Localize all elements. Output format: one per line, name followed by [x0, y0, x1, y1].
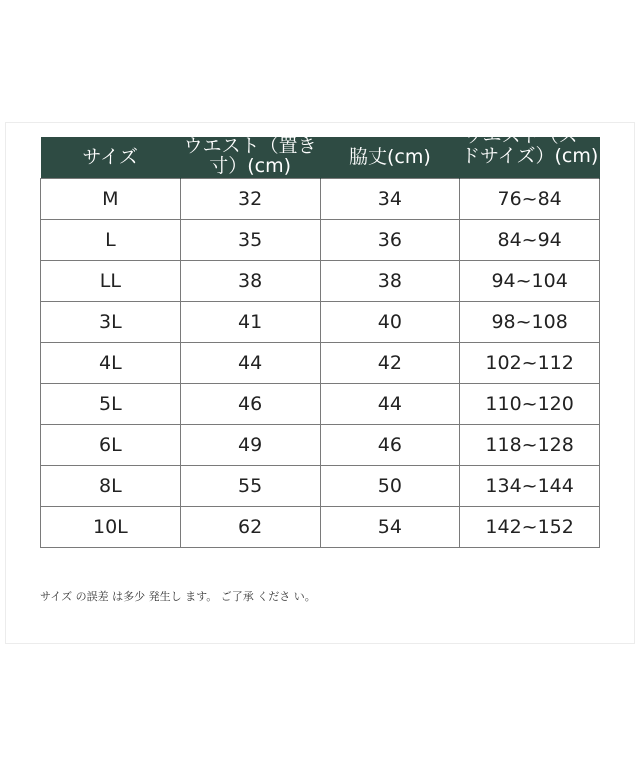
cell-side-length: 50 — [320, 466, 460, 507]
cell-side-length: 44 — [320, 384, 460, 425]
header-side-length: 脇丈(cm) — [320, 137, 460, 179]
cell-size: M — [41, 179, 181, 220]
cell-side-length: 54 — [320, 507, 460, 548]
cell-waist-flat: 49 — [180, 425, 320, 466]
cell-waist-stretch: 76~84 — [460, 179, 600, 220]
table-row — [41, 425, 600, 466]
cell-waist-stretch: 84~94 — [460, 220, 600, 261]
table-body — [41, 179, 600, 548]
table-row — [41, 220, 600, 261]
cell-side-length: 34 — [320, 179, 460, 220]
cell-waist-flat: 44 — [180, 343, 320, 384]
cell-size: LL — [41, 261, 181, 302]
table-row — [41, 466, 600, 507]
cell-waist-stretch: 98~108 — [460, 302, 600, 343]
table-header-row — [41, 137, 600, 179]
table-row — [41, 343, 600, 384]
cell-size: 4L — [41, 343, 181, 384]
cell-size: 5L — [41, 384, 181, 425]
cell-side-length: 36 — [320, 220, 460, 261]
cell-waist-flat: 35 — [180, 220, 320, 261]
cell-waist-flat: 46 — [180, 384, 320, 425]
cell-size: 3L — [41, 302, 181, 343]
cell-waist-flat: 41 — [180, 302, 320, 343]
cell-size: L — [41, 220, 181, 261]
cell-size: 10L — [41, 507, 181, 548]
cell-size: 6L — [41, 425, 181, 466]
cell-waist-stretch: 142~152 — [460, 507, 600, 548]
header-size: サイズ — [41, 137, 181, 179]
cell-waist-stretch: 94~104 — [460, 261, 600, 302]
cell-side-length: 38 — [320, 261, 460, 302]
cell-waist-stretch: 118~128 — [460, 425, 600, 466]
cell-size: 8L — [41, 466, 181, 507]
cell-side-length: 42 — [320, 343, 460, 384]
table-row — [41, 302, 600, 343]
cell-waist-flat: 38 — [180, 261, 320, 302]
table-row — [41, 384, 600, 425]
cell-waist-stretch: 134~144 — [460, 466, 600, 507]
cell-waist-stretch: 102~112 — [460, 343, 600, 384]
cell-waist-flat: 32 — [180, 179, 320, 220]
cell-waist-stretch: 110~120 — [460, 384, 600, 425]
cell-waist-flat: 55 — [180, 466, 320, 507]
cell-side-length: 40 — [320, 302, 460, 343]
table-row — [41, 179, 600, 220]
header-waist-stretch: ウエスト（スードサイズ）(cm) — [460, 137, 600, 179]
cell-waist-flat: 62 — [180, 507, 320, 548]
header-waist-flat: ウエスト（置き寸）(cm) — [180, 137, 320, 179]
table-row — [41, 507, 600, 548]
cell-side-length: 46 — [320, 425, 460, 466]
size-note: サイズ の誤差 は多少 発生し ます。 ご了承 くださ い。 — [40, 590, 316, 603]
size-chart-table — [40, 125, 600, 548]
table-row — [41, 261, 600, 302]
